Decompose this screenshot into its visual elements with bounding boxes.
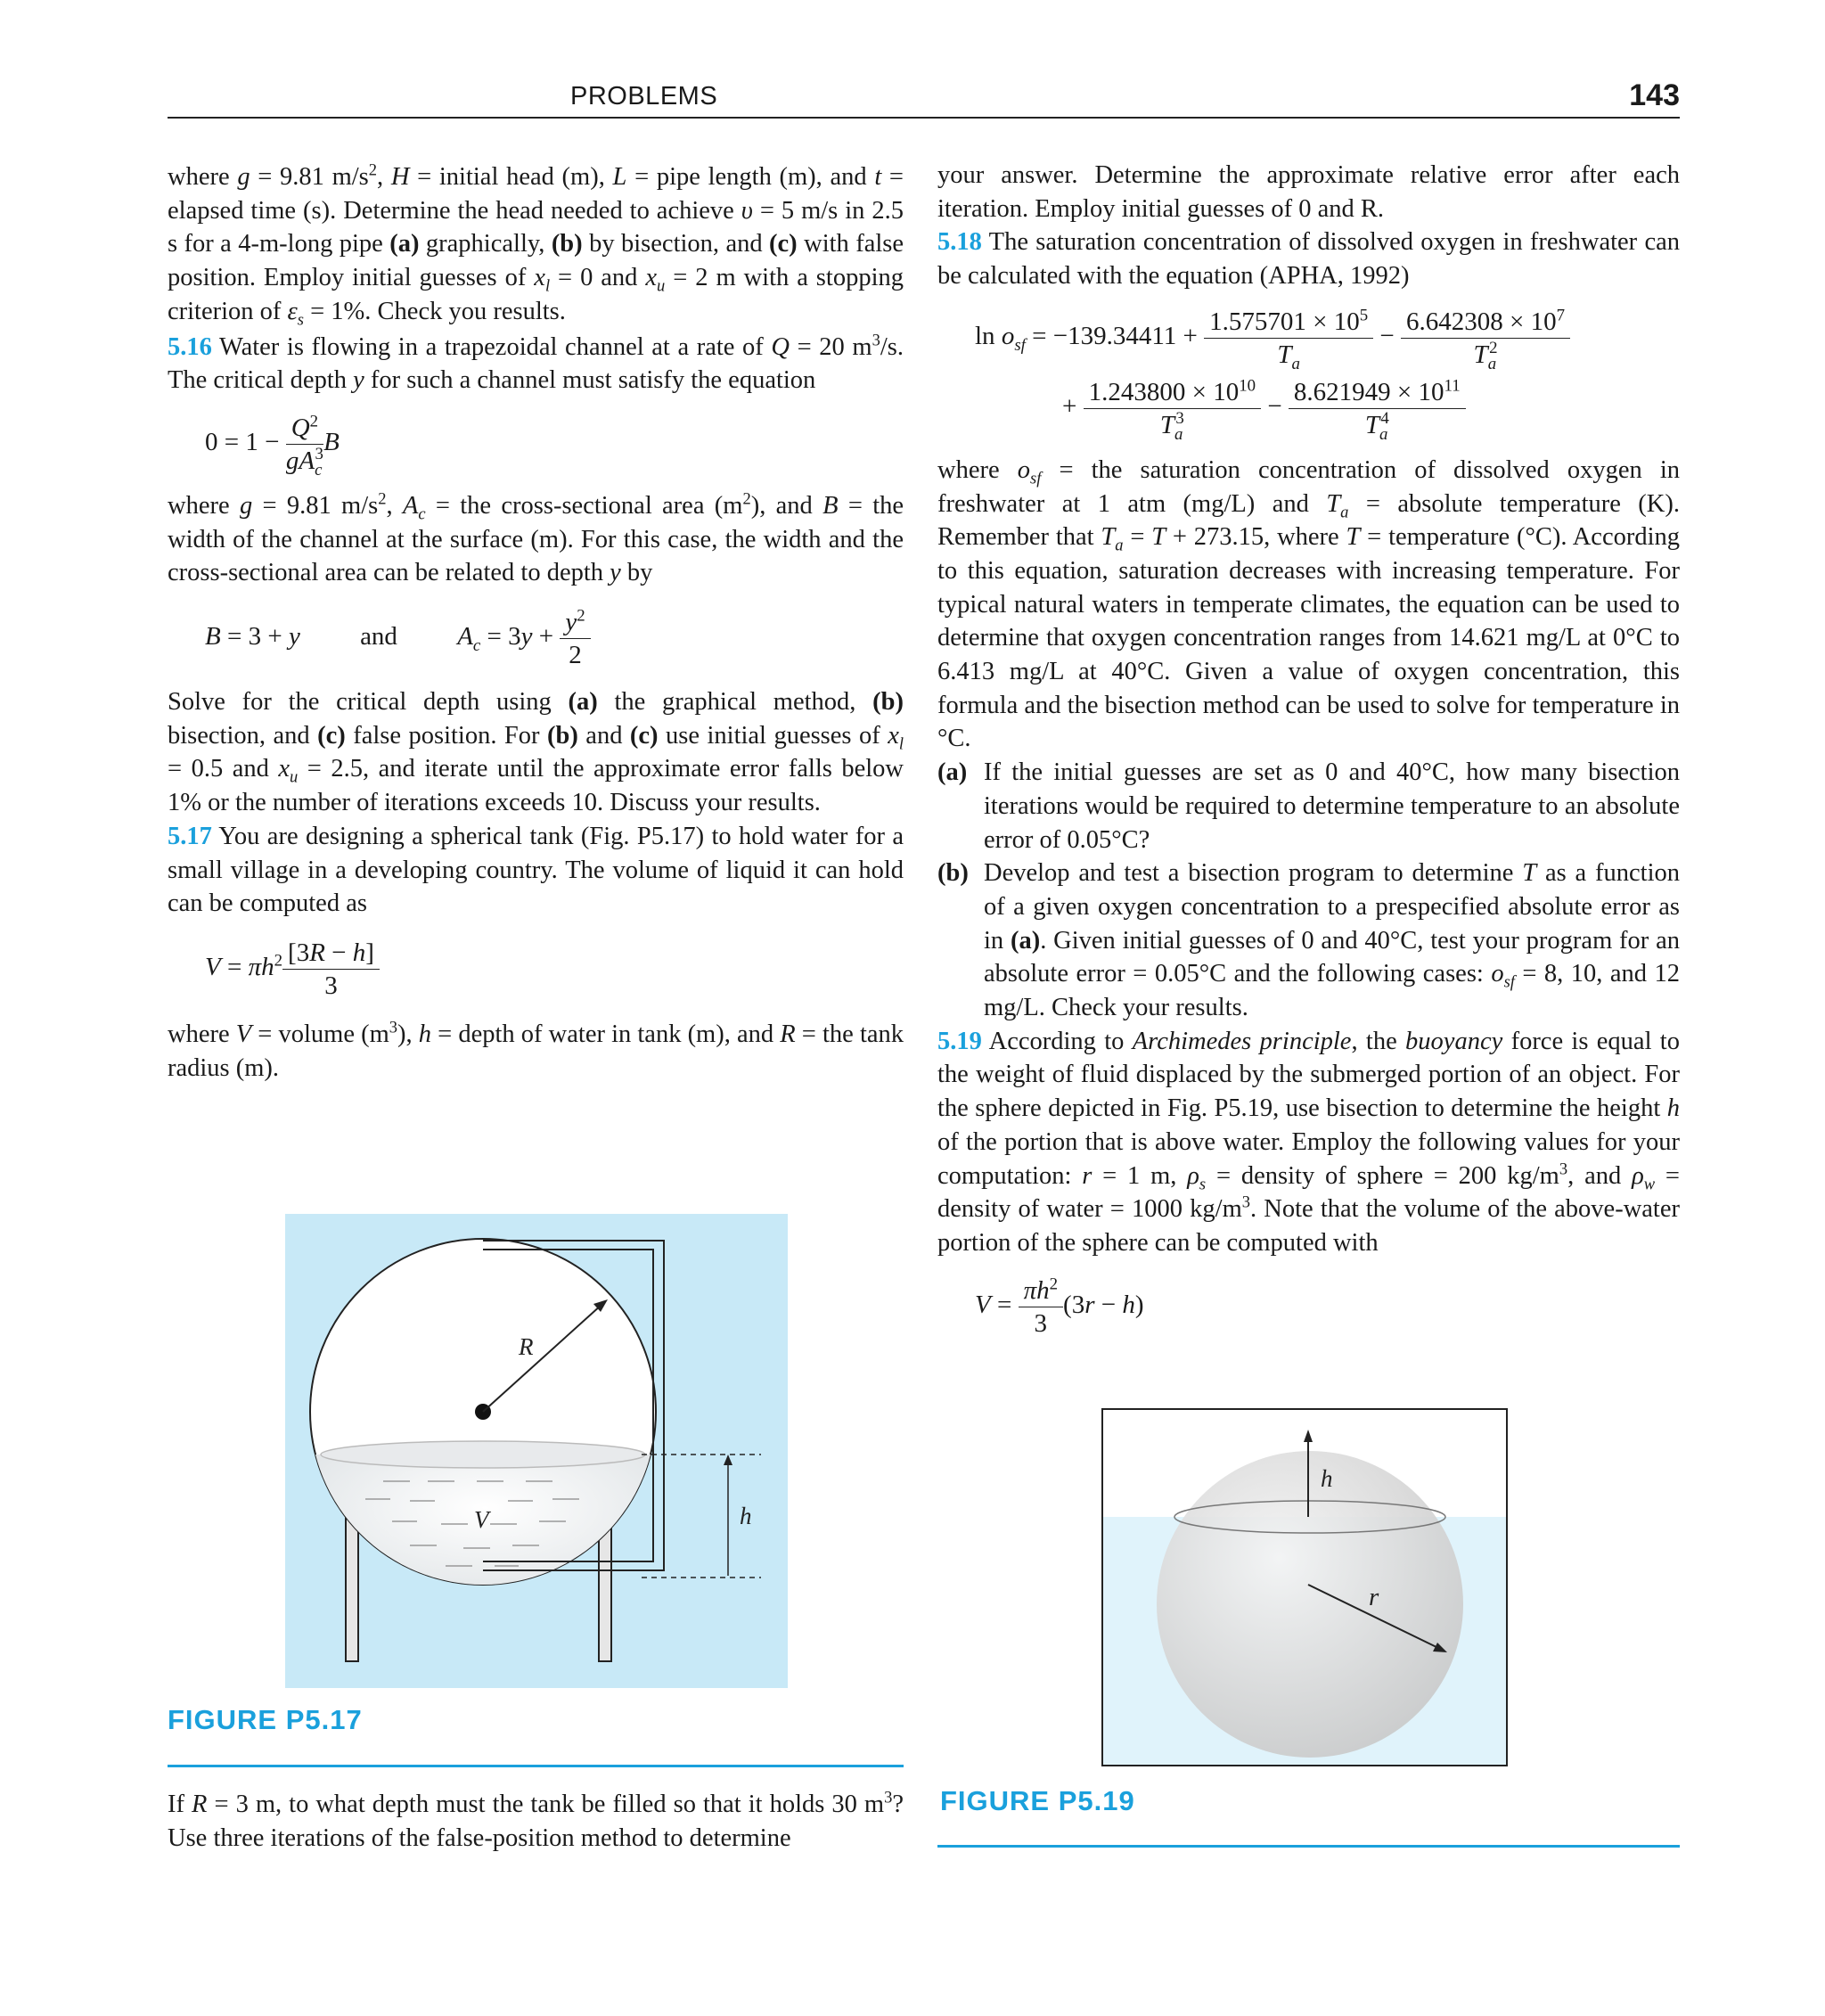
and-word: and [360,622,397,652]
paragraph-where-g: where g = 9.81 $m/s^2$, $A_c$ = the cross-sectional area $(m^2)$, and B = the width of the channel at the surface (m). For this case, the width and the cross-sectional area can be related to depth y by [168,489,904,587]
paragraph-if-R: If R = 3 m, to what depth must the tank be filled so that it holds 30 $m^3$? Use three iterations of the false-position method to determine [168,1788,904,1852]
problem-5-17 [168,820,904,921]
problem-number: 5.19 [937,1027,982,1055]
label-R: R [519,1333,534,1360]
paragraph-5-17-continuation: your answer. Determine the approximate relative error after each iteration. Employ initial guesses of 0 and R. [937,161,1680,223]
equation-critical-depth: 0 = 1 − $\frac{Q^2}{gA_c^3}$ B [205,412,340,479]
left-column-bottom [168,1788,904,1855]
label-r: r [1369,1583,1379,1611]
item-a [937,756,1680,856]
figure-p5-19 [1101,1408,1508,1766]
paragraph-where-V: where V = volume $(m^3)$, h = depth of water in tank (m), and R = the tank radius (m). [168,1018,904,1082]
equation-oxygen-line1: $\ln o_{sf} = -139.34411$ + $\frac{1.575701 \times 10^5}{T_a}$ − $\frac{6.642308 \times 10^7}{T_a^2}$ [975,306,1680,371]
figure-caption-p5-19: FIGURE P5.19 [940,1785,1135,1816]
label-h: h [1321,1465,1333,1492]
equation-width-area: B = 3 + y and $A_c = 3y$ + $\frac{y^2}{2}$ [205,606,904,671]
item-a-text: If the initial guesses are set as 0 and 40°C, how many bisection iterations would be required to determine temperature to an absolute error of 0.05°C? [984,758,1680,854]
running-header: PROBLEMS [570,82,718,111]
header-rule [168,117,1680,119]
problem-5-18 [937,225,1680,292]
figure-rule-left [168,1765,904,1767]
equation-cap-volume: V = $\frac{\pi h^2}{3}$ (3r − h) [975,1274,1144,1338]
problem-5-19: 5.19 According to Archimedes principle, the buoyancy force is equal to the weight of fluid displaced by the submerged portion of an object. For the sphere depicted in Fig. P5.19, use bisection to determine the height h of the portion that is above water. Employ the following values for your computation: r = 1 m, $\rho_s$ = density of sphere = 200 $kg/m^3$, and $\rho_w$ = density of water = 1000 $kg/m^3$. Note that the volume of the above-water portion of the sphere can be computed with [937,1027,1681,1257]
figure-caption-p5-17: FIGURE P5.17 [168,1704,363,1735]
figure-p5-17 [285,1214,788,1688]
floating-sphere [1157,1451,1463,1758]
equation-oxygen-line2: + $\frac{1.243800 \times 10^{10}}{T_a^3}$ − $\frac{8.621949 \times 10^{11}}{T_a^4}$ [1062,376,1680,441]
problem-number: 5.16 [168,332,212,361]
right-column [937,159,1680,1340]
left-column [168,160,904,1085]
item-b: (b) Develop and test a bisection program to determine T as a function of a given oxygen concentration to a prespecified absolute error as in (a). Given initial guesses of 0 and 40°C, test your program for an absolute error = 0.05°C and the following cases: $o_{sf} = 8$, 10, and 12 mg/L. Check your results. [937,856,1680,1025]
paragraph-5-15-continuation: where g = 9.81 $m/s^2$, H = initial head (m), L = pipe length (m), and t = elapsed time (s). Determine the head needed to achieve υ = 5 m/s in 2.5 s for a 4-m-long pipe (a) graphically, (b) by bisection, and (c) with false position. Employ initial guesses of $x_l = 0$ and $x_u = 2$ m with a stopping criterion of $\varepsilon_s = 1\%$. Check you results. [168,160,904,330]
problem-5-18-text: The saturation concentration of dissolved oxygen in freshwater can be calculated with the equation (APHA, 1992) [937,228,1680,291]
problem-5-17-text: You are designing a spherical tank (Fig. P5.17) to hold water for a small village in a developing country. The volume of liquid it can hold can be computed as [168,822,904,918]
equation-tank-volume: $V = \pi h^2$ $\frac{[3R - h]}{3}$ [205,937,904,1002]
paragraph-solve-critical-depth: Solve for the critical depth using (a) the graphical method, (b) bisection, and (c) false position. For (b) and (c) use initial guesses of $x_l = 0.5$ and $x_u = 2.5$, and iterate until the approximate error falls below 1% or the number of iterations exceeds 10. Discuss your results. [168,688,904,817]
problem-5-16: 5.16 Water is flowing in a trapezoidal channel at a rate of Q = 20 $m^3/s$. The critical depth y for such a channel must satisfy the equation [168,331,904,395]
figure-rule-right [937,1845,1680,1848]
problem-number: 5.18 [937,228,982,257]
paragraph-where-osf: where $o_{sf}$ = the saturation concentration of dissolved oxygen in freshwater at 1 atm (mg/L) and $T_a$ = absolute temperature (K). Remember that $T_a = T + 273.15$, where T = temperature (°C). According to this equation, saturation decreases with increasing temperature. For typical natural waters in temperate climates, the equation can be used to determine that oxygen concentration ranges from 14.621 mg/L at 0°C to 6.413 mg/L at 40°C. Given a value of oxygen concentration, this formula and the bisection method can be used to solve for temperature in °C. [937,455,1680,753]
item-a-label: (a) [937,758,968,787]
water-surface [321,1441,645,1468]
problem-number: 5.17 [168,822,212,850]
label-V: V [474,1506,489,1533]
item-b-label: (b) [937,859,969,888]
label-h: h [740,1503,752,1529]
page-number: 143 [1629,78,1680,112]
